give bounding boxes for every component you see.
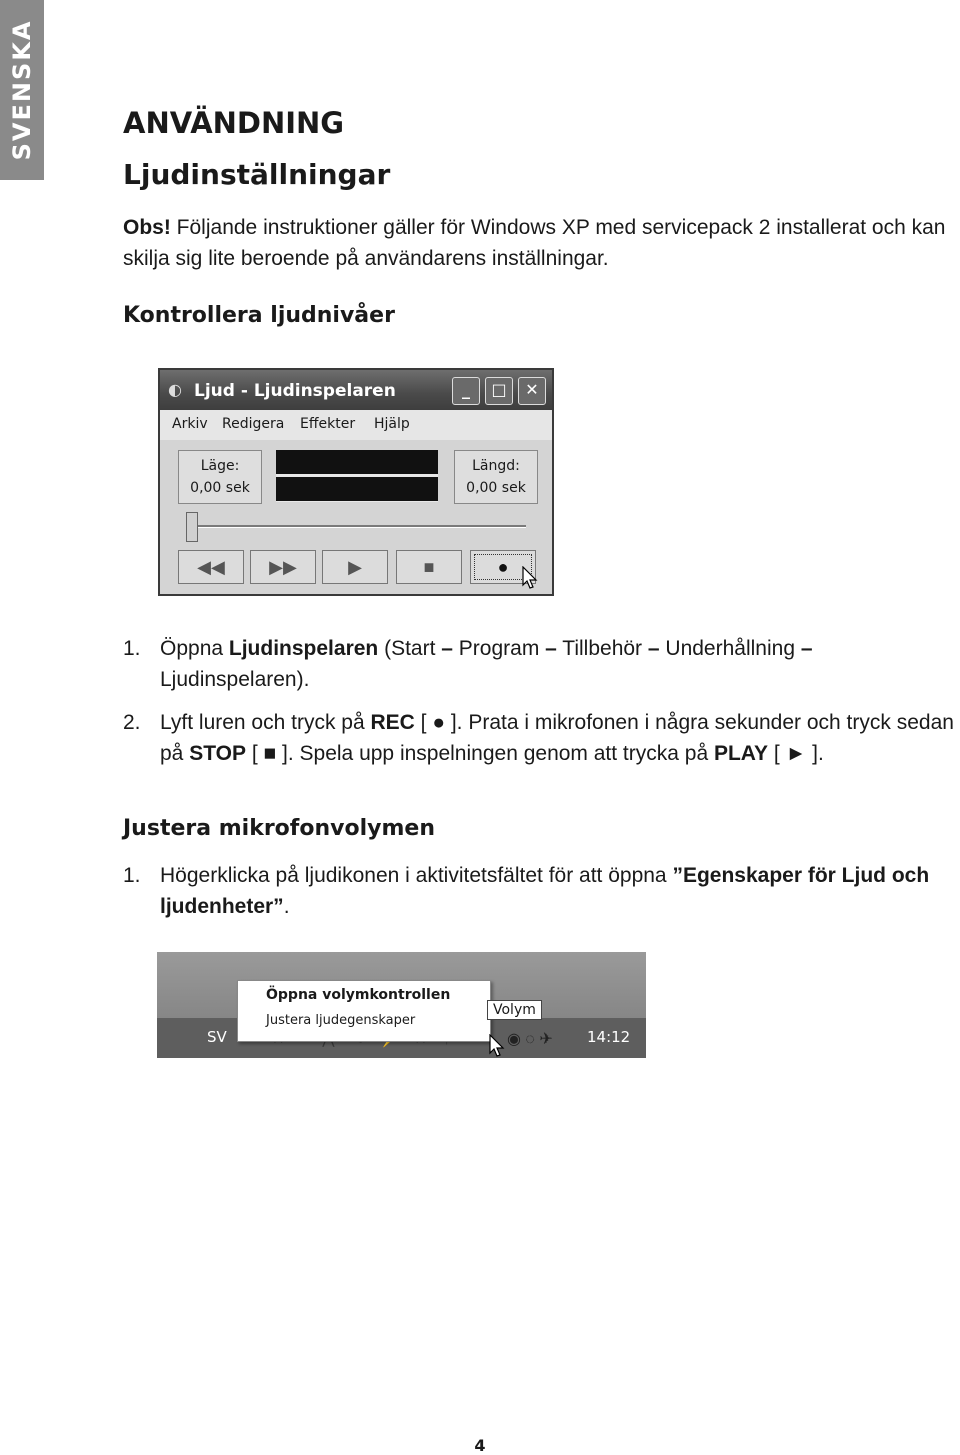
seek-slider-thumb[interactable] [186, 512, 198, 542]
menu-item-open-volume[interactable]: Öppna volymkontrollen [266, 987, 451, 1003]
taskbar-screenshot [157, 952, 646, 1058]
maximize-button[interactable]: □ [485, 377, 513, 405]
stop-button[interactable]: ■ [396, 550, 462, 584]
check-levels-steps [123, 633, 958, 781]
seek-slider-track[interactable] [186, 525, 526, 528]
volume-tooltip: Volym [487, 1000, 542, 1020]
list-item: 1. Öppna Ljudinspelaren (Start – Program – Tillbehör – Underhållning – Ljudinspelaren). [123, 637, 813, 691]
menu-hjalp[interactable]: Hjälp [374, 416, 410, 432]
mouse-cursor-icon [522, 566, 538, 590]
volume-icon[interactable]: ◉ ◌ ✈ [507, 1031, 553, 1048]
note-text: Följande instruktioner gäller för Windows XP med servicepack 2 installerat och kan skilja sig lite beroende på användarens inställningar. [123, 216, 946, 270]
speaker-icon: ◐ [168, 380, 182, 399]
fast-forward-button[interactable]: ▶▶ [250, 550, 316, 584]
note-paragraph [123, 212, 953, 274]
position-display [178, 450, 262, 504]
menu-arkiv[interactable]: Arkiv [172, 416, 208, 432]
language-side-tab [0, 0, 44, 180]
list-item: 1. Högerklicka på ljudikonen i aktivitetsfältet för att öppna ”Egenskaper för Ljud och ljudenheter”. [123, 864, 930, 918]
language-label: SVENSKA [8, 19, 36, 161]
clock: 14:12 [587, 1028, 631, 1046]
position-value: 0,00 sek [190, 480, 250, 496]
window-titlebar [160, 370, 552, 410]
language-indicator[interactable]: SV [207, 1028, 227, 1046]
page-number: 4 [474, 1436, 486, 1455]
sound-recorder-window [158, 368, 554, 596]
recorder-body [160, 440, 552, 594]
minimize-button[interactable]: _ [452, 377, 480, 405]
note-label: Obs! [123, 216, 171, 239]
context-menu [237, 980, 491, 1042]
menu-effekter[interactable]: Effekter [300, 416, 356, 432]
position-label: Läge: [200, 458, 240, 474]
rewind-button[interactable]: ◀◀ [178, 550, 244, 584]
list-item: 2. Lyft luren och tryck på REC [ ● ]. Prata i mikrofonen i några sekunder och tryck sedan på STOP [ ■ ]. Spela upp inspelningen genom att trycka på PLAY [ ► ]. [123, 711, 954, 765]
window-title: Ljud - Ljudinspelaren [194, 381, 396, 401]
menu-bar [160, 410, 552, 440]
length-value: 0,00 sek [466, 480, 526, 496]
length-label: Längd: [472, 458, 520, 474]
section-heading: ANVÄNDNING [123, 106, 345, 140]
waveform-display [276, 450, 438, 502]
adjust-mic-heading: Justera mikrofonvolymen [123, 816, 435, 841]
play-button[interactable]: ▶ [322, 550, 388, 584]
record-button[interactable]: ● [470, 550, 536, 584]
menu-item-sound-properties[interactable]: Justera ljudegenskaper [266, 1013, 416, 1028]
mouse-cursor-icon [489, 1034, 505, 1058]
adjust-mic-steps [123, 860, 958, 934]
subsection-heading: Ljudinställningar [123, 158, 391, 191]
menu-redigera[interactable]: Redigera [222, 416, 285, 432]
length-display [454, 450, 538, 504]
check-levels-heading: Kontrollera ljudnivåer [123, 303, 395, 328]
close-button[interactable]: ✕ [518, 377, 546, 405]
